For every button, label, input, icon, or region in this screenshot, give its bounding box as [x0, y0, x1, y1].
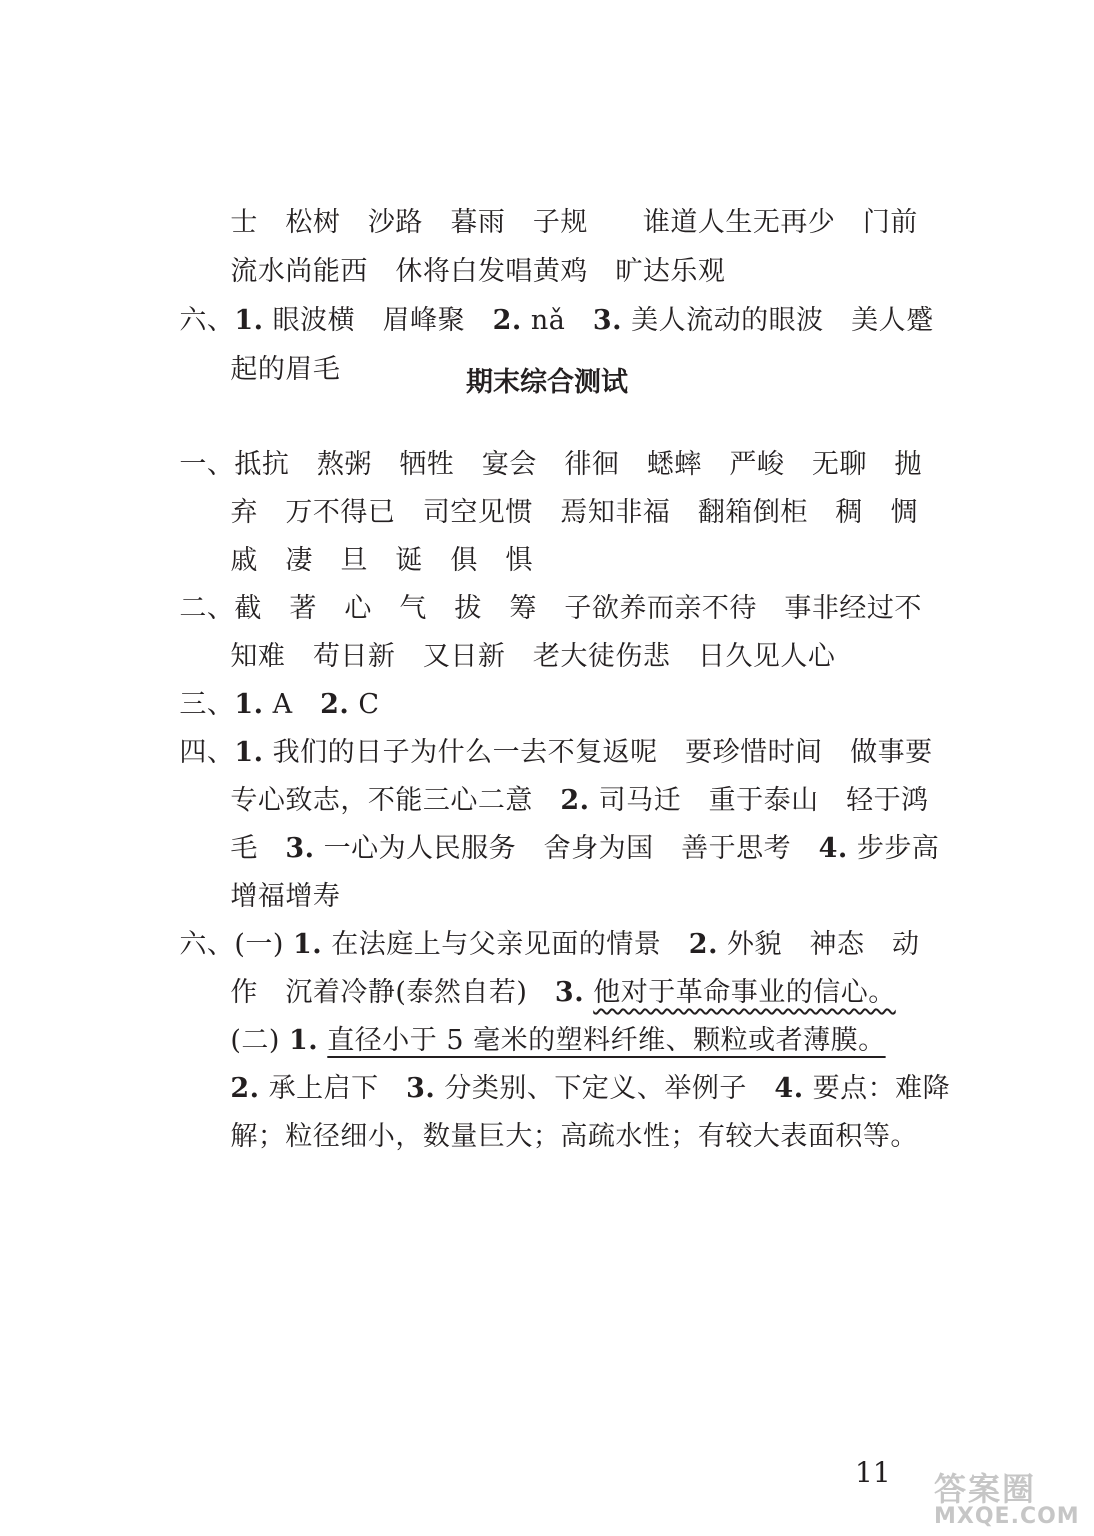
answer-text: 增福增寿	[230, 881, 341, 912]
answer-text: 戚 凄 旦 诞 俱 惧	[230, 545, 533, 576]
question-number: 2.	[688, 929, 718, 960]
answer-text: 弃 万不得已 司空见惯 焉知非福 翻箱倒柜 稠 惆	[230, 497, 918, 528]
section-title: 期末综合测试	[466, 367, 628, 398]
subsection-label: (一)	[234, 929, 293, 960]
answer-text: 步步高	[847, 833, 940, 864]
answer-text: 截 著 心 气 拔 筹 子欲养而亲不待 事非经过不	[234, 593, 922, 624]
answer-text: 解；粒径细小，数量巨大；高疏水性；有较大表面积等。	[230, 1121, 918, 1152]
question-number: 2.	[230, 1073, 260, 1104]
answer-text: 在法庭上与父亲见面的情景	[322, 929, 689, 960]
answer-text: 起的眉毛	[230, 354, 341, 385]
question-number: 1.	[234, 689, 264, 720]
answer-text: 知难 苟日新 又日新 老大徒伤悲 日久见人心	[230, 641, 836, 672]
answer-text: 毛	[230, 833, 286, 864]
watermark-en: MXQE.COM	[934, 1504, 1080, 1529]
answer-text: A	[263, 689, 321, 720]
section-number: 三、	[179, 689, 235, 720]
underlined-answer: 直径小于 5 毫米的塑料纤维、颗粒或者薄膜。	[327, 1025, 886, 1056]
question-number: 2.	[320, 689, 350, 720]
question-number: 1.	[234, 737, 264, 768]
watermark-logo	[930, 1462, 1090, 1532]
question-number: 1.	[293, 929, 323, 960]
question-number: 4.	[818, 833, 848, 864]
answer-text: 分类别、下定义、举例子	[435, 1073, 775, 1104]
answer-text: 流水尚能西 休将白发唱黄鸡 旷达乐观	[230, 256, 726, 287]
page-number: 11	[855, 1456, 891, 1489]
question-number: 4.	[774, 1073, 804, 1104]
answer-text: 司马迁 重于泰山 轻于鸿	[589, 785, 929, 816]
answer-line	[194, 1086, 918, 1188]
question-number: 3.	[285, 833, 315, 864]
answer-text: 抵抗 熬粥 牺牲 宴会 徘徊 蟋蟀 严峻 无聊 抛	[234, 449, 922, 480]
answer-text: 眼波横 眉峰聚	[263, 305, 493, 336]
question-number: 3.	[554, 977, 585, 1008]
wavy-underlined-answer: 他对于革命事业的信心。	[593, 977, 896, 1008]
answer-text: 外貌 神态 动	[717, 929, 920, 960]
answer-text: 专心致志，不能三心二意	[230, 785, 561, 816]
section-number: 六、	[179, 929, 235, 960]
question-number: 2.	[492, 305, 522, 336]
answer-text: 士 松树 沙路 暮雨 子规 谁道人生无再少 门前	[230, 207, 918, 238]
question-number: 3.	[592, 305, 623, 336]
answer-text: 美人流动的眼波 美人蹙	[622, 305, 934, 336]
answer-text: C	[349, 689, 380, 720]
answer-text: 作 沉着冷静(泰然自若)	[230, 977, 555, 1008]
answer-text: 一心为人民服务 舍身为国 善于思考	[314, 833, 819, 864]
answer-text: 要点：难降	[803, 1073, 951, 1104]
answer-text: nǎ	[521, 305, 593, 336]
question-number: 3.	[406, 1073, 436, 1104]
answer-text: 承上启下	[259, 1073, 407, 1104]
subsection-label: (二)	[230, 1025, 289, 1056]
question-number: 2.	[560, 785, 590, 816]
question-number: 1.	[234, 305, 264, 336]
section-number: 二、	[179, 593, 235, 624]
answer-text: 我们的日子为什么一去不复返呢 要珍惜时间 做事要	[263, 737, 933, 768]
watermark-cn: 答案圈	[934, 1470, 1037, 1508]
section-number: 六、	[179, 305, 235, 336]
section-number: 一、	[179, 449, 235, 480]
question-number: 1.	[289, 1025, 319, 1056]
section-number: 四、	[179, 737, 235, 768]
